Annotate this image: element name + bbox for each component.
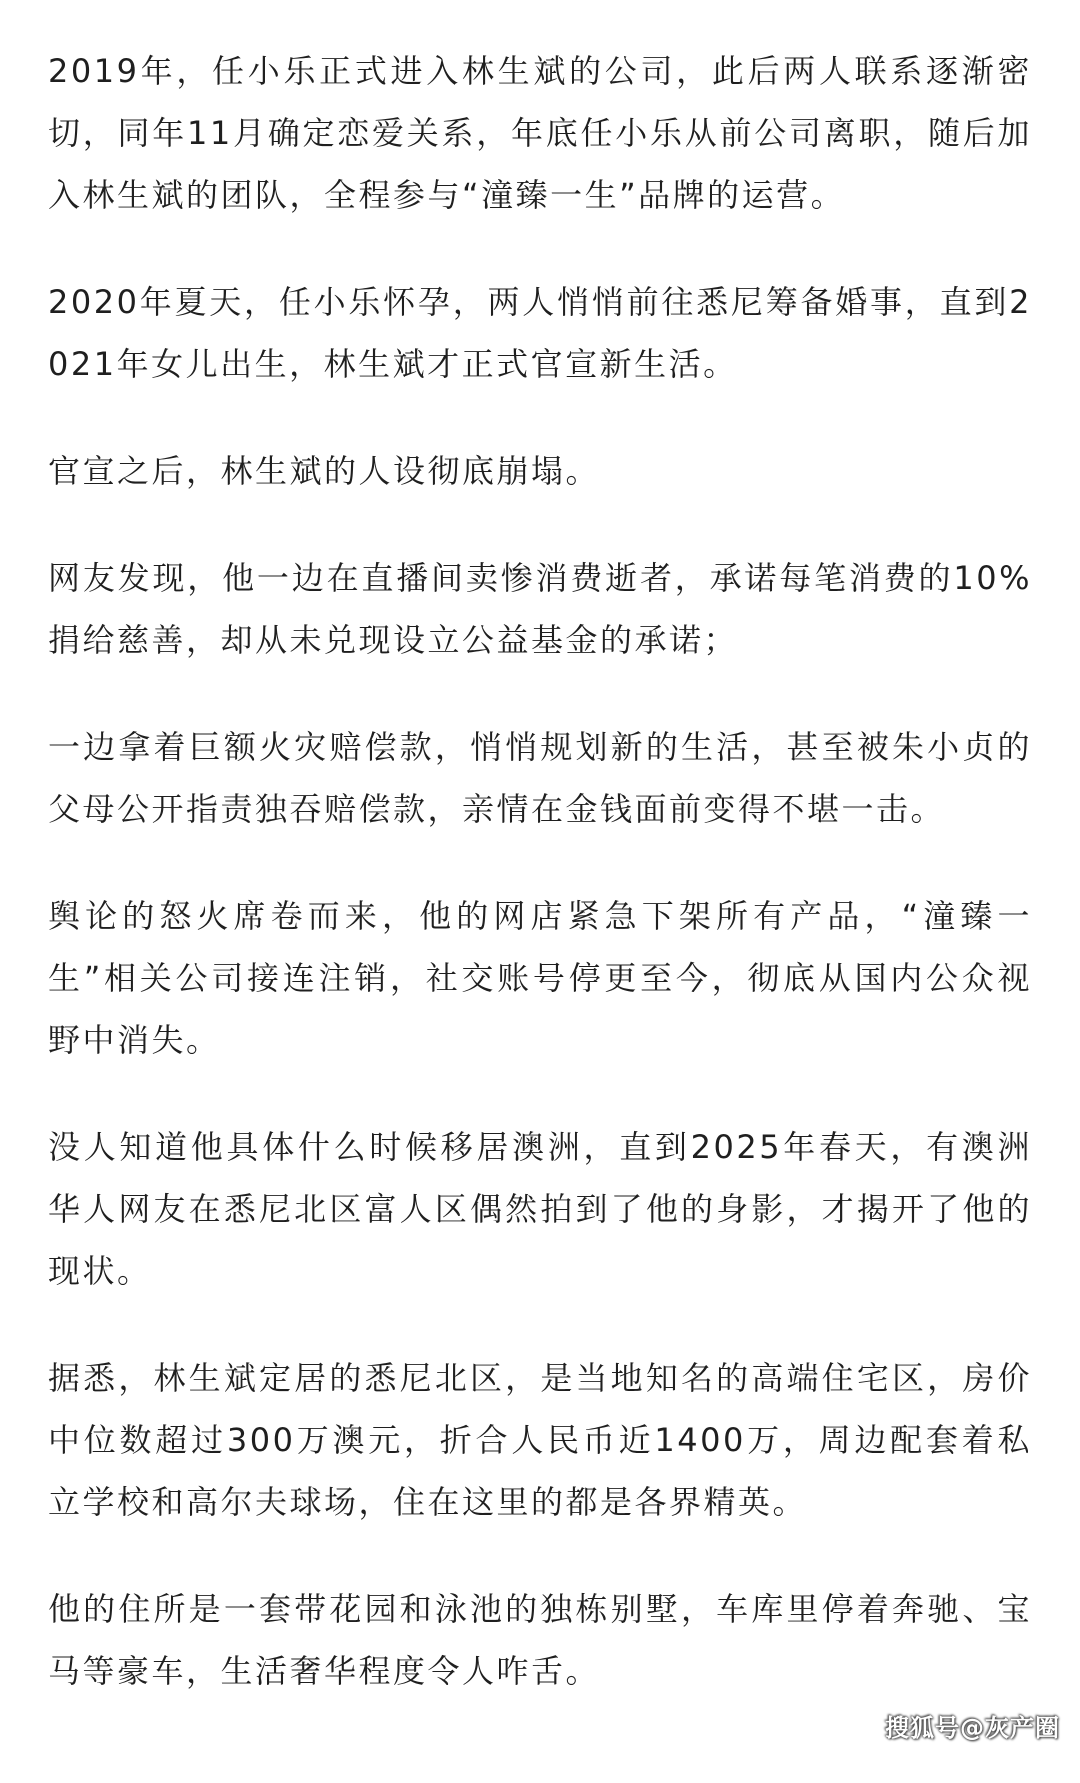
watermark: 搜狐号@灰产圈: [885, 1714, 1060, 1742]
paragraph-2: 2020年夏天，任小乐怀孕，两人悄悄前往悉尼筹备婚事，直到2021年女儿出生，林生斌才正式官宣新生活。: [48, 283, 1032, 383]
paragraph-9: 他的住所是一套带花园和泳池的独栋别墅，车库里停着奔驰、宝马等豪车，生活奢华程度令人咋舌。: [48, 1590, 1032, 1690]
paragraph-4: 网友发现，他一边在直播间卖惨消费逝者，承诺每笔消费的10%捐给慈善，却从未兑现设立公益基金的承诺；: [48, 559, 1032, 659]
paragraph-7: 没人知道他具体什么时候移居澳洲，直到2025年春天，有澳洲华人网友在悉尼北区富人区偶然拍到了他的身影，才揭开了他的现状。: [48, 1128, 1032, 1290]
paragraph-8: 据悉，林生斌定居的悉尼北区，是当地知名的高端住宅区，房价中位数超过300万澳元，折合人民币近1400万，周边配套着私立学校和高尔夫球场，住在这里的都是各界精英。: [48, 1359, 1032, 1521]
paragraph-3: 官宣之后，林生斌的人设彻底崩塌。: [48, 452, 601, 490]
paragraph-1: 2019年，任小乐正式进入林生斌的公司，此后两人联系逐渐密切，同年11月确定恋爱关系，年底任小乐从前公司离职，随后加入林生斌的团队，全程参与“潼臻一生”品牌的运营。: [48, 52, 1032, 214]
paragraph-6: 舆论的怒火席卷而来，他的网店紧急下架所有产品，“潼臻一生”相关公司接连注销，社交账号停更至今，彻底从国内公众视野中消失。: [48, 897, 1032, 1059]
paragraph-5: 一边拿着巨额火灾赔偿款，悄悄规划新的生活，甚至被朱小贞的父母公开指责独吞赔偿款，亲情在金钱面前变得不堪一击。: [48, 728, 1032, 828]
article-body: [48, 40, 1032, 1747]
